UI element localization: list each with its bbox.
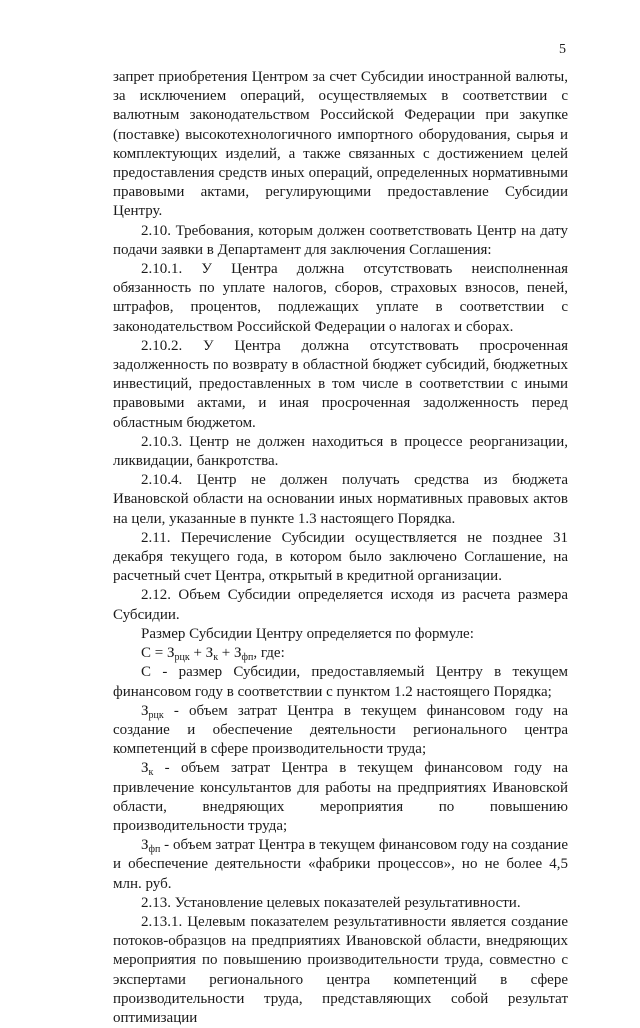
paragraph: 2.10.1. У Центра должна отсутствовать неисполненная обязанность по уплате налогов, сборов, страховых взносов, пеней, штрафов, процентов, подлежащих уплате в соответствии с законодательством Российской Федерации о налогах и сборах. — [113, 261, 568, 335]
formula-sub: к — [213, 652, 219, 664]
formula-sub: фп — [241, 652, 254, 664]
definition — [113, 663, 568, 701]
paragraph: 2.10.2. У Центра должна отсутствовать просроченная задолженность по возврату в областной бюджет субсидий, бюджетных инвестиций, предоставленных в том числе в соответствии с иными правовыми актами, и иная просроченная задолженность перед областным бюджетом. — [113, 337, 568, 431]
definition-symbol: З — [141, 837, 149, 854]
formula-sub: рцк — [174, 652, 190, 664]
formula-lhs: С = З — [141, 645, 175, 662]
definition-sub: к — [148, 767, 154, 779]
definition-symbol: С — [141, 664, 152, 681]
paragraph: 2.11. Перечисление Субсидии осуществляется не позднее 31 декабря текущего года, в котором было заключено Соглашение, на расчетный счет Центра, открытый в кредитной организации. — [113, 529, 568, 585]
definition-sub: фп — [148, 844, 161, 856]
formula — [113, 644, 568, 663]
definition-symbol: З — [141, 760, 149, 777]
definition-sub: рцк — [148, 709, 164, 721]
paragraph: Размер Субсидии Центру определяется по формуле: — [141, 625, 474, 642]
definition-text: - объем затрат Центра в текущем финансовом году на создание и обеспечение деятельности регионального центра компетенций в сфере производительности труда; — [113, 702, 568, 758]
paragraph: 2.12. Объем Субсидии определяется исходя из расчета размера Субсидии. — [113, 587, 568, 623]
definition — [113, 759, 568, 836]
definition-text: - объем затрат Центра в текущем финансовом году на привлечение консультантов для работы на предприятиях Ивановской области, внедряющих мероприятия по повышению производительности труда; — [113, 760, 568, 834]
page-number: 5 — [559, 42, 566, 57]
definition — [113, 836, 568, 894]
paragraph: 2.13.1. Целевым показателем результативности является создание потоков-образцов на предприятиях Ивановской области, внедряющих мероприятия по повышению производительности труда, совместно с экспертами регионального центра компетенций в сфере производительности труда, представляющих собой результат оптимизации — [113, 913, 568, 1026]
paragraph: 2.10.3. Центр не должен находиться в процессе реорганизации, ликвидации, банкротства. — [113, 433, 568, 470]
formula-term: + З — [218, 645, 242, 662]
definition — [113, 702, 568, 760]
definition-text: - размер Субсидии, предоставляемый Центру в текущем финансовом году в соответствии с пунктом 1.2 настоящего Порядка; — [113, 664, 568, 700]
formula-tail: , где: — [253, 645, 285, 662]
formula-term: + З — [189, 645, 214, 662]
definition-text: - объем затрат Центра в текущем финансовом году на создание и обеспечение деятельности «фабрики процессов», но не более 4,5 млн. руб. — [113, 837, 568, 892]
paragraph: 2.10. Требования, которым должен соответствовать Центр на дату подачи заявки в Департамент для заключения Соглашения: — [113, 222, 568, 258]
document-body — [113, 68, 568, 1028]
paragraph: 2.10.4. Центр не должен получать средства из бюджета Ивановской области на основании иных нормативных правовых актов на цели, указанные в пункте 1.3 настоящего Порядка. — [113, 472, 568, 527]
paragraph: запрет приобретения Центром за счет Субсидии иностранной валюты, за исключением операций, осуществляемых в соответствии с валютным законодательством Российской Федерации при закупке (поставке) высокотехнологичного импортного оборудования, сырья и комплектующих изделий, а также связанных с достижением целей предоставления средств иных операций, определенных нормативными правовыми актами, регулирующими предоставление Субсидии Центру. — [113, 69, 568, 220]
definition-symbol: З — [141, 702, 149, 719]
paragraph: 2.13. Установление целевых показателей результативности. — [141, 894, 521, 911]
